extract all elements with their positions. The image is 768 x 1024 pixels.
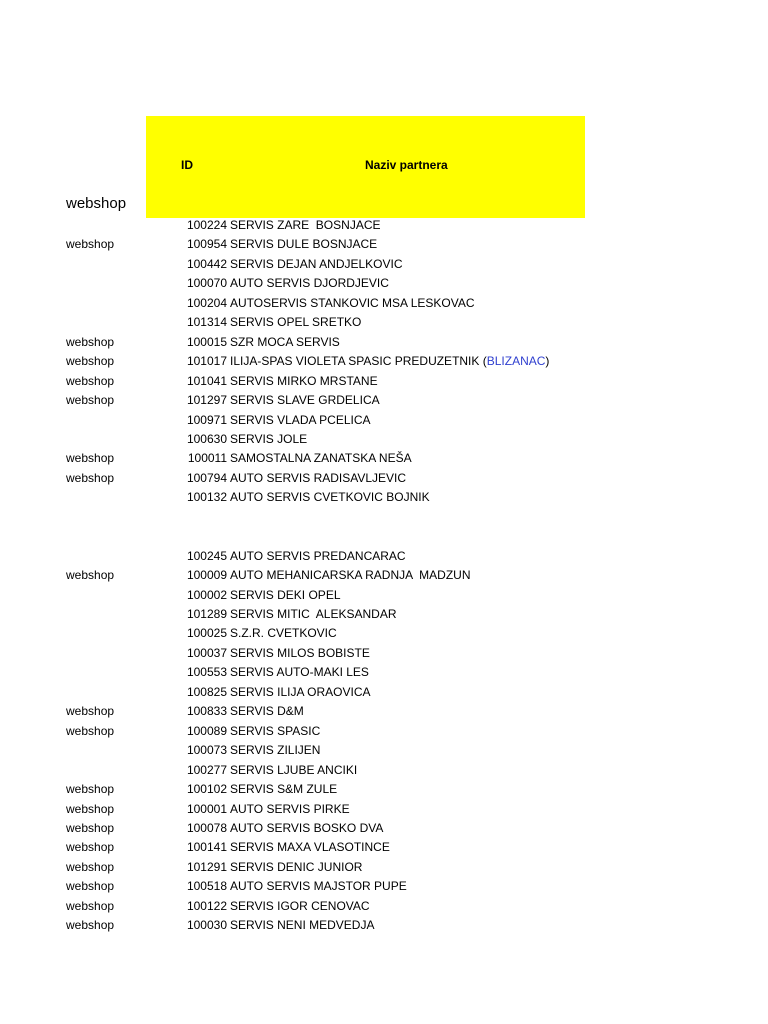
partner-name-text: AUTO SERVIS DJORDJEVIC [230,276,389,291]
table-row [0,411,768,430]
partner-id: 101291 [186,859,227,874]
partner-id: 100954 [186,237,227,252]
partner-name [230,391,380,410]
partner-name-text: SERVIS MIRKO MRSTANE [230,373,378,388]
table-row [0,391,768,410]
partner-id: 100073 [186,743,227,758]
table-row [0,877,768,896]
partner-id: 100002 [186,587,227,602]
partner-name-text: SERVIS DENIC JUNIOR [230,859,363,874]
partner-name [230,858,362,877]
partner-name-text: AUTOSERVIS STANKOVIC MSA LESKOVAC [230,295,475,310]
table-row [0,274,768,293]
table-row [0,430,768,449]
partner-name-text: ILIJA-SPAS VIOLETA SPASIC PREDUZETNIK ( [230,354,487,369]
webshop-tag: webshop [66,237,115,252]
partner-name [230,800,350,819]
header-name-label: Naziv partnera [365,158,448,172]
webshop-tag: webshop [66,451,115,466]
partner-name-text: SERVIS DULE BOSNJACE [230,237,378,252]
partner-id: 100553 [186,665,227,680]
table-row [0,761,768,780]
partner-name-text: SERVIS DEKI OPEL [230,587,341,602]
partner-id: 100122 [186,898,227,913]
partner-name [230,605,397,624]
partner-name-text: SERVIS DEJAN ANDJELKOVIC [230,256,403,271]
webshop-tag: webshop [66,840,115,855]
partner-name-text: SERVIS SLAVE GRDELICA [230,393,380,408]
partner-id: 100102 [186,782,227,797]
partner-name [230,877,407,896]
partner-name [230,663,369,682]
partner-name [230,897,370,916]
partner-id: 100078 [186,820,227,835]
table-row [0,255,768,274]
partner-name-text: AUTO SERVIS PIRKE [230,801,350,816]
table-row [0,780,768,799]
table-row [0,624,768,643]
partner-name [230,780,337,799]
partner-id: 101289 [186,607,227,621]
partner-name-text: SERVIS MAXA VLASOTINCE [230,840,390,855]
partner-id: 101041 [186,373,227,388]
webshop-tag: webshop [66,334,115,349]
partner-name [230,547,406,566]
partner-id: 101297 [186,393,227,408]
partner-id: 101017 [186,354,227,369]
partner-id: 101314 [186,315,227,330]
partner-name [230,255,403,274]
partner-name [230,586,341,605]
partner-name [230,411,371,430]
partner-id: 100833 [186,704,227,719]
partner-name [230,469,406,488]
webshop-tag: webshop [66,879,115,894]
webshop-tag: webshop [66,704,115,719]
table-row [0,313,768,332]
partner-name-text: SERVIS ZILIJEN [230,743,321,758]
partner-name [230,235,377,254]
partner-name-text: S.Z.R. CVETKOVIC [230,626,337,641]
partner-id: 100001 [186,801,227,816]
partner-name-text: SERVIS ZARE BOSNJACE [230,218,381,232]
table-row [0,352,768,371]
header-id-label: ID [181,158,193,172]
partner-id: 100518 [186,879,227,894]
partner-name [230,313,361,332]
partner-id: 100009 [186,568,227,583]
table-row [0,547,768,566]
table-row [0,644,768,663]
table-row [0,372,768,391]
partner-name [230,683,371,702]
partner-name [230,449,412,468]
webshop-tag: webshop [66,782,115,797]
partner-name-text: SERVIS VLADA PCELICA [230,412,371,427]
table-row [0,216,768,235]
partner-id: 100794 [186,470,227,485]
partner-id: 100825 [186,684,227,699]
table-row [0,508,768,527]
partner-name-suffix: ) [545,354,550,369]
partner-name [230,294,475,313]
partner-name [230,761,357,780]
partner-name [230,566,470,585]
webshop-tag: webshop [66,568,115,583]
partner-name [230,372,378,391]
partner-name [230,488,430,507]
partner-name-text: AUTO SERVIS BOSKO DVA [230,820,384,835]
partner-name-text: SERVIS SPASIC [230,723,321,738]
partner-name-text: AUTO SERVIS CVETKOVIC BOJNIK [230,490,430,505]
table-row [0,488,768,507]
table-row [0,722,768,741]
partner-name [230,352,549,371]
table-row [0,469,768,488]
partner-name [230,722,320,741]
table-row [0,800,768,819]
partner-name-text: AUTO SERVIS MAJSTOR PUPE [230,879,407,894]
table-row [0,916,768,935]
partner-name [230,430,307,449]
partner-name [230,838,390,857]
table-row [0,449,768,468]
table-row [0,683,768,702]
partner-name [230,624,337,643]
partner-id: 100141 [186,840,227,855]
partner-name [230,216,381,235]
webshop-tag: webshop [66,393,115,408]
partner-name-text: SERVIS LJUBE ANCIKI [230,762,358,777]
webshop-tag: webshop [66,820,115,835]
partner-id: 100204 [186,295,227,310]
partner-name-text: SERVIS S&M ZULE [230,782,338,797]
webshop-tag: webshop [66,470,115,485]
partner-id: 100245 [186,548,227,563]
partner-name-highlight: BLIZANAC [486,354,546,369]
partner-name-text: SAMOSTALNA ZANATSKA NEŠA [230,451,412,466]
table-row [0,586,768,605]
table-row [0,294,768,313]
partner-name [230,644,370,663]
partner-name-text: AUTO SERVIS PREDANCARAC [230,548,406,563]
webshop-tag: webshop [66,918,115,933]
table-row [0,605,768,624]
partner-id: 100037 [186,645,227,660]
table-row [0,702,768,721]
table-row [0,741,768,760]
partner-id: 100132 [186,490,227,505]
table-row [0,566,768,585]
partner-name [230,741,320,760]
partner-id: 100630 [186,431,227,446]
partner-name-text: SERVIS JOLE [230,431,308,446]
partner-name-text: SERVIS ILIJA ORAOVICA [230,684,371,699]
table-row [0,663,768,682]
webshop-tag: webshop [66,859,115,874]
partner-name-text: SERVIS MITIC ALEKSANDAR [230,607,397,621]
partner-name [230,702,304,721]
webshop-tag: webshop [66,898,115,913]
table-row [0,333,768,352]
table-row [0,897,768,916]
partner-name-text: SERVIS NENI MEDVEDJA [230,918,375,933]
webshop-tag: webshop [66,354,115,369]
partner-name-text: AUTO SERVIS RADISAVLJEVIC [230,470,407,485]
table-row [0,838,768,857]
table-row [0,819,768,838]
partner-name [230,819,383,838]
webshop-tag: webshop [66,723,115,738]
partner-name [230,274,389,293]
partner-id: 100277 [186,762,227,777]
partner-name-text: SERVIS IGOR CENOVAC [230,898,370,913]
table-row [0,858,768,877]
partner-id: 100015 [186,334,227,349]
partner-name-text: SERVIS MILOS BOBISTE [230,645,370,660]
webshop-tag: webshop [66,373,115,388]
partner-name-text: SERVIS AUTO-MAKI LES [230,665,369,680]
partner-id: 100030 [186,918,227,933]
partner-id: 100011 [187,451,227,466]
partner-id: 100442 [186,256,227,271]
table-row [0,235,768,254]
partner-name [230,333,340,352]
partner-id: 100025 [186,626,227,641]
partner-id: 100089 [186,723,227,738]
partner-name-text: AUTO MEHANICARSKA RADNJA MADZUN [230,568,471,583]
partner-id: 100070 [186,276,227,291]
partner-name-text: SZR MOCA SERVIS [230,334,340,349]
partner-name [230,916,374,935]
partner-name-text: SERVIS OPEL SRETKO [230,315,362,330]
partner-id: 100224 [186,218,227,232]
table-row [0,527,768,546]
partner-id: 100971 [186,412,227,427]
partner-name-text: SERVIS D&M [230,704,304,719]
webshop-tag: webshop [66,801,115,816]
webshop-column-title: webshop [66,195,127,212]
